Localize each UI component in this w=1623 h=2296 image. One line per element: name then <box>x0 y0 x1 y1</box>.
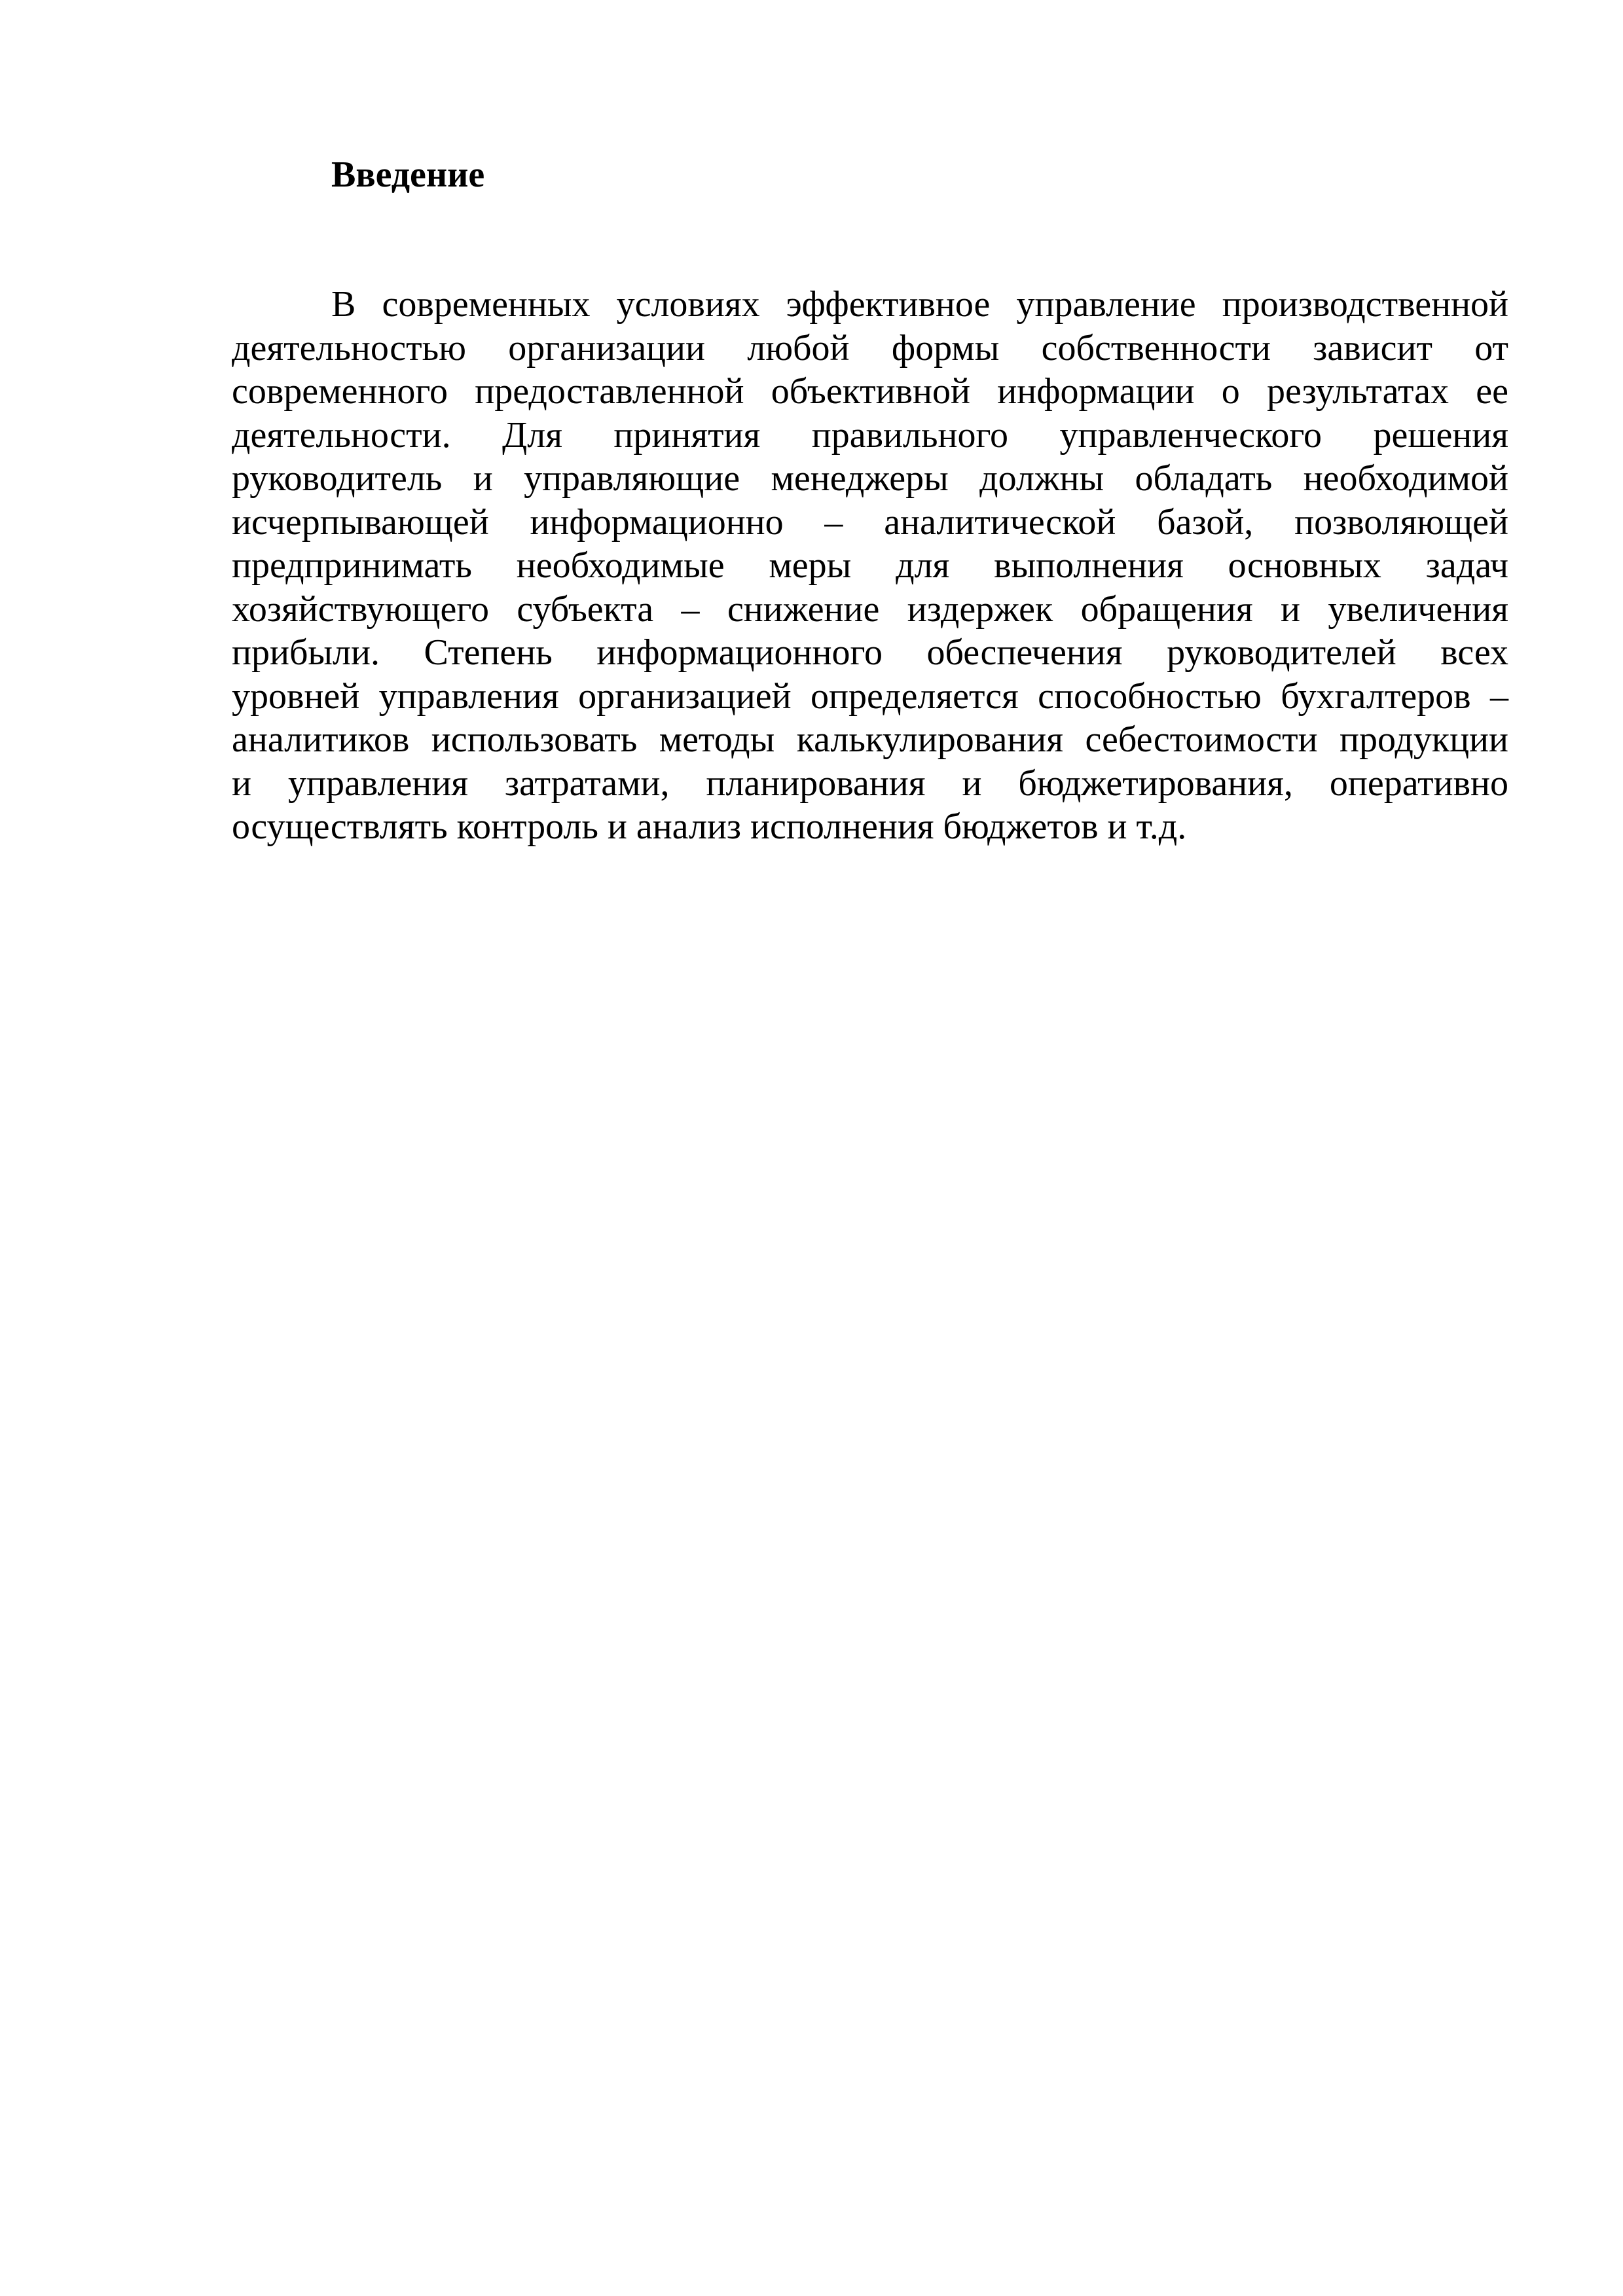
paragraph-line: исчерпывающей информационно – аналитической базой, позволяющей <box>232 501 1508 543</box>
paragraph-line: осуществлять контроль и анализ исполнения бюджетов и т.д. <box>232 806 1187 847</box>
paragraph-line: деятельности. Для принятия правильного управленческого решения <box>232 414 1508 456</box>
intro-paragraph <box>232 283 1508 849</box>
paragraph-line: и управления затратами, планирования и бюджетирования, оперативно <box>232 762 1508 804</box>
paragraph-line: деятельностью организации любой формы собственности зависит от <box>232 327 1508 368</box>
paragraph-line: В современных условиях эффективное управление производственной <box>331 284 1508 325</box>
section-heading: Введение <box>331 154 485 195</box>
paragraph-line: руководитель и управляющие менеджеры должны обладать необходимой <box>232 458 1508 499</box>
paragraph-line: хозяйствующего субъекта – снижение издержек обращения и увеличения <box>232 588 1508 630</box>
paragraph-line: уровней управления организацией определяется способностью бухгалтеров – <box>232 675 1508 717</box>
paragraph-line: предпринимать необходимые меры для выполнения основных задач <box>232 545 1508 586</box>
paragraph-line: современного предоставленной объективной информации о результатах ее <box>232 371 1508 412</box>
paragraph-line: прибыли. Степень информационного обеспечения руководителей всех <box>232 632 1508 673</box>
paragraph-line: аналитиков использовать методы калькулирования себестоимости продукции <box>232 719 1508 760</box>
